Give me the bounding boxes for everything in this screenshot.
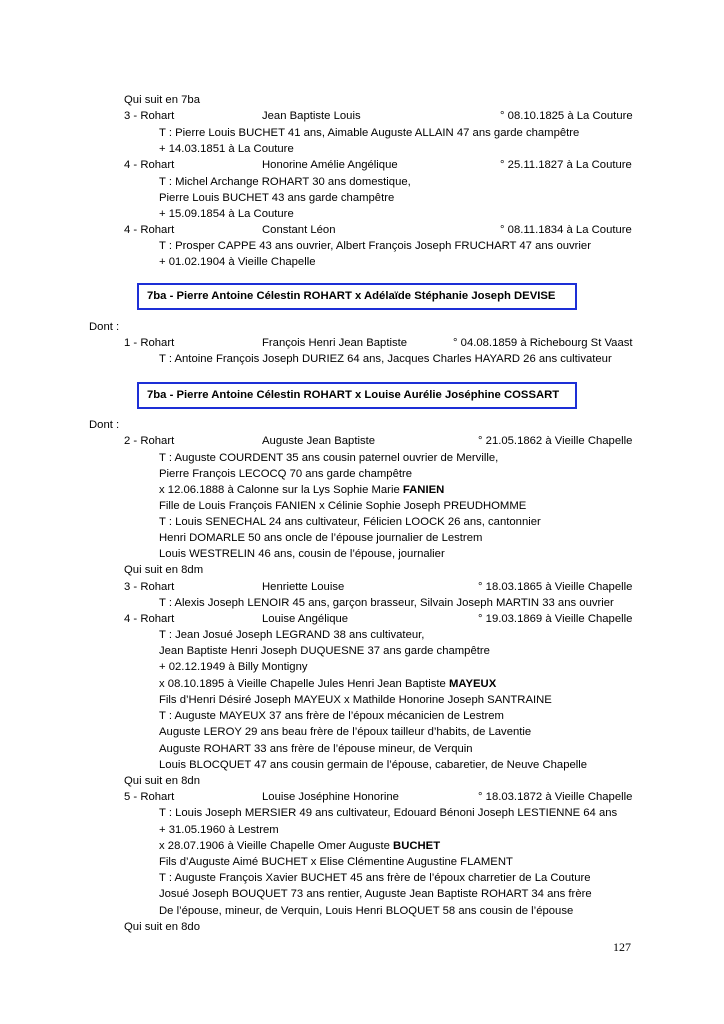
entry-line: Henri DOMARLE 50 ans oncle de l’épouse journalier de Lestrem xyxy=(159,532,483,544)
entry-line: T : Michel Archange ROHART 30 ans domestique, xyxy=(159,176,411,188)
entry-birth: ° 25.11.1827 à La Couture xyxy=(500,159,632,171)
entry-line: Fils d’Auguste Aimé BUCHET x Elise Clémentine Augustine FLAMENT xyxy=(159,856,513,868)
family-heading-box: 7ba - Pierre Antoine Célestin ROHART x Adélaïde Stéphanie Joseph DEVISE xyxy=(137,283,577,310)
continues-note: Qui suit en 7ba xyxy=(124,94,200,106)
spouse-surname: FANIEN xyxy=(402,484,445,496)
entry-line: T : Antoine François Joseph DURIEZ 64 ans, Jacques Charles HAYARD 26 ans cultivateur xyxy=(159,353,612,365)
entry-line: De l’épouse, mineur, de Verquin, Louis Henri BLOQUET 58 ans cousin de l’épouse xyxy=(159,905,574,917)
entry-line: T : Alexis Joseph LENOIR 45 ans, garçon brasseur, Silvain Joseph MARTIN 33 ans ouvrier xyxy=(159,597,614,609)
entry-line: T : Auguste François Xavier BUCHET 45 ans frère de l’époux charretier de La Couture xyxy=(159,872,591,884)
entry-number: 4 - Rohart xyxy=(124,159,175,171)
entry-line: + 31.05.1960 à Lestrem xyxy=(159,824,279,836)
entry-birth: ° 18.03.1872 à Vieille Chapelle xyxy=(478,791,633,803)
entry-name: Louise Joséphine Honorine xyxy=(262,791,399,803)
entry-number: 5 - Rohart xyxy=(124,791,175,803)
marriage-text: x 28.07.1906 à Vieille Chapelle Omer Auguste xyxy=(159,840,394,852)
entry-line: T : Auguste MAYEUX 37 ans frère de l’époux mécanicien de Lestrem xyxy=(159,710,504,722)
entry-line: T : Louis Joseph MERSIER 49 ans cultivateur, Edouard Bénoni Joseph LESTIENNE 64 ans xyxy=(159,807,618,819)
entry-birth: ° 19.03.1869 à Vieille Chapelle xyxy=(478,613,633,625)
entry-name: Constant Léon xyxy=(262,224,336,236)
entry-line: Auguste LEROY 29 ans beau frère de l’époux tailleur d’habits, de Laventie xyxy=(159,726,532,738)
entry-name: François Henri Jean Baptiste xyxy=(262,337,408,349)
entry-line: + 02.12.1949 à Billy Montigny xyxy=(159,661,308,673)
spouse-surname: BUCHET xyxy=(393,840,441,852)
marriage-line xyxy=(159,483,444,497)
entry-line: T : Jean Josué Joseph LEGRAND 38 ans cultivateur, xyxy=(159,629,425,641)
entry-name: Jean Baptiste Louis xyxy=(262,110,361,122)
entry-line: Louis WESTRELIN 46 ans, cousin de l’épouse, journalier xyxy=(159,548,445,560)
entry-birth: ° 08.11.1834 à La Couture xyxy=(500,224,632,236)
entry-line: T : Louis SENECHAL 24 ans cultivateur, Félicien LOOCK 26 ans, cantonnier xyxy=(159,516,541,528)
marriage-text: x 08.10.1895 à Vieille Chapelle Jules Henri Jean Baptiste xyxy=(159,678,449,690)
marriage-text: x 12.06.1888 à Calonne sur la Lys Sophie Marie xyxy=(159,484,403,496)
dont-label: Dont : xyxy=(89,419,120,431)
entry-number: 4 - Rohart xyxy=(124,224,175,236)
entry-line: T : Prosper CAPPE 43 ans ouvrier, Albert François Joseph FRUCHART 47 ans ouvrier xyxy=(159,240,591,252)
entry-line: + 01.02.1904 à Vieille Chapelle xyxy=(159,256,316,268)
entry-name: Louise Angélique xyxy=(262,613,349,625)
marriage-line xyxy=(159,839,440,853)
entry-line: + 14.03.1851 à La Couture xyxy=(159,143,294,155)
entry-line: Louis BLOCQUET 47 ans cousin germain de l’épouse, cabaretier, de Neuve Chapelle xyxy=(159,759,588,771)
entry-name: Henriette Louise xyxy=(262,581,345,593)
entry-number: 3 - Rohart xyxy=(124,110,175,122)
entry-line: + 15.09.1854 à La Couture xyxy=(159,208,294,220)
entry-number: 4 - Rohart xyxy=(124,613,175,625)
entry-line: T : Auguste COURDENT 35 ans cousin paternel ouvrier de Merville, xyxy=(159,452,499,464)
spouse-surname: MAYEUX xyxy=(448,678,497,690)
entry-birth: ° 18.03.1865 à Vieille Chapelle xyxy=(478,581,633,593)
entry-line: Fille de Louis François FANIEN x Célinie Sophie Joseph PREUDHOMME xyxy=(159,500,527,512)
entry-line: Jean Baptiste Henri Joseph DUQUESNE 37 ans garde champêtre xyxy=(159,645,490,657)
dont-label: Dont : xyxy=(89,321,120,333)
family-heading-box: 7ba - Pierre Antoine Célestin ROHART x Louise Aurélie Joséphine COSSART xyxy=(137,382,577,409)
entry-birth: ° 08.10.1825 à La Couture xyxy=(500,110,633,122)
entry-line: Josué Joseph BOUQUET 73 ans rentier, Auguste Jean Baptiste ROHART 34 ans frère xyxy=(159,888,592,900)
continues-note: Qui suit en 8dm xyxy=(124,564,204,576)
entry-birth: ° 21.05.1862 à Vieille Chapelle xyxy=(478,435,633,447)
entry-line: Pierre François LECOCQ 70 ans garde champêtre xyxy=(159,468,413,480)
entry-line: Pierre Louis BUCHET 43 ans garde champêtre xyxy=(159,192,395,204)
page-number: 127 xyxy=(613,940,631,954)
entry-line: T : Pierre Louis BUCHET 41 ans, Aimable Auguste ALLAIN 47 ans garde champêtre xyxy=(159,127,580,139)
entry-name: Auguste Jean Baptiste xyxy=(262,435,376,447)
entry-line: Fils d’Henri Désiré Joseph MAYEUX x Mathilde Honorine Joseph SANTRAINE xyxy=(159,694,552,706)
continues-note: Qui suit en 8dn xyxy=(124,775,200,787)
entry-number: 3 - Rohart xyxy=(124,581,175,593)
entry-line: Auguste ROHART 33 ans frère de l’épouse mineur, de Verquin xyxy=(159,743,473,755)
entry-number: 2 - Rohart xyxy=(124,435,175,447)
marriage-line xyxy=(159,677,496,691)
continues-note: Qui suit en 8do xyxy=(124,921,200,933)
entry-number: 1 - Rohart xyxy=(124,337,175,349)
entry-birth: ° 04.08.1859 à Richebourg St Vaast xyxy=(453,337,633,349)
entry-name: Honorine Amélie Angélique xyxy=(262,159,398,171)
